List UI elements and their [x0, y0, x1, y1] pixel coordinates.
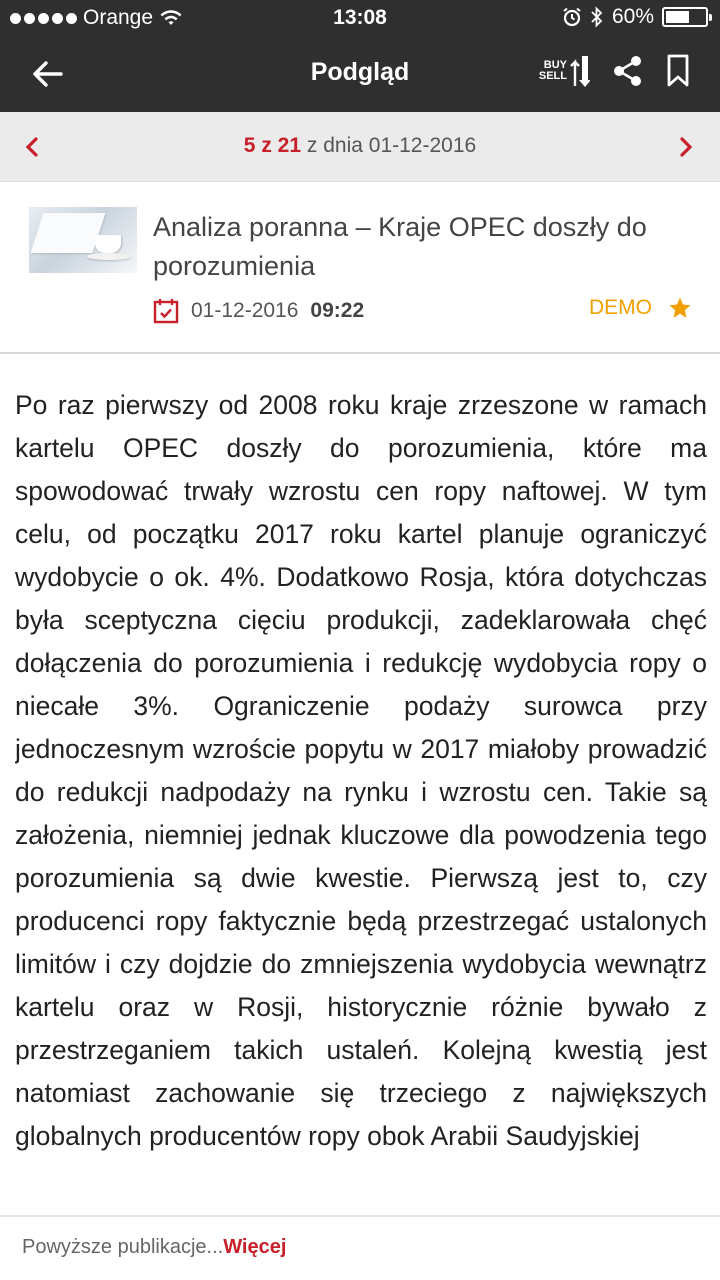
sell-label: SELL: [538, 70, 567, 82]
status-bar: [0, 0, 720, 36]
calendar-icon: [153, 298, 179, 324]
buy-sell-icon: [539, 60, 567, 82]
page-title: Podgląd: [310, 58, 410, 86]
more-link[interactable]: Więcej: [223, 1236, 287, 1258]
buy-label: BUY: [543, 59, 567, 71]
app-bar: [0, 36, 720, 112]
article-thumbnail: [29, 207, 137, 273]
pager-current: 5: [243, 134, 256, 157]
footer-disclaimer: Powyższe publikacje...: [22, 1236, 224, 1258]
pager-info: [0, 134, 720, 158]
footer-text: [22, 1236, 286, 1259]
article-time: 09:22: [310, 299, 365, 322]
battery-fill: [666, 11, 689, 23]
pager-date-prefix: z dnia: [306, 134, 363, 157]
article-body: Po raz pierwszy od 2008 roku kraje zrzeszone w ramach kartelu OPEC doszły do porozumienia, które ma spowodować trwały wzrostu cen ropy naftowej. W tym celu, od początku 2017 roku kartel planuje ograniczyć wydobycie o ok. 4%. Dodatkowo Rosja, która dotychczas była sceptyczna cięciu produkcji, zadeklarowała chęć dołączenia do porozumienia i redukcję wydobycia ropy o niecałe 3%. Ograniczenie podaży surowca przy jednoczesnym wzroście popytu w 2017 miałoby prowadzić do redukcji nadpodaży na rynku i wzrostu cen. Takie są założenia, niemniej jednak kluczowe dla powodzenia tego porozumienia są dwie kwestie. Pierwszą jest to, czy producenci ropy faktycznie będą przestrzegać ustalonych limitów i czy dojdzie do zmniejszenia wydobycia wewnątrz kartelu oraz w Rosji, historycznie różnie bywało z przestrzeganiem takich ustaleń. Kolejną kwestią jest natomiast zachowanie się trzeciego z największych globalnych producentów ropy obok Arabii Saudyjskiej: [15, 390, 707, 1151]
bookmark-icon[interactable]: [666, 54, 690, 88]
app-bar-actions: [539, 54, 690, 88]
article-badges: [589, 296, 692, 320]
battery-icon: [662, 7, 708, 27]
status-time: 13:08: [333, 6, 387, 29]
status-right: [562, 5, 708, 29]
pager-total: 21: [277, 134, 302, 157]
battery-percent: 60%: [611, 5, 654, 28]
article-pager: [0, 112, 720, 182]
share-icon[interactable]: [612, 55, 644, 87]
star-icon[interactable]: [668, 296, 692, 320]
article-header: [0, 182, 720, 354]
article-title: Analiza poranna – Kraje OPEC doszły do porozumienia: [153, 212, 647, 281]
pager-of: z: [261, 134, 272, 157]
buy-sell-button[interactable]: [539, 54, 590, 88]
bluetooth-icon: [590, 6, 604, 28]
article-date: 01-12-2016: [191, 299, 299, 322]
article-meta: [153, 298, 364, 324]
carrier-name: Orange: [83, 6, 154, 29]
footer-bar: [0, 1215, 720, 1280]
up-down-arrows-icon: [570, 54, 590, 88]
demo-badge: DEMO: [589, 296, 652, 319]
chevron-right-icon[interactable]: [674, 134, 698, 160]
pager-date: 01-12-2016: [368, 134, 477, 157]
alarm-icon: [562, 7, 582, 27]
